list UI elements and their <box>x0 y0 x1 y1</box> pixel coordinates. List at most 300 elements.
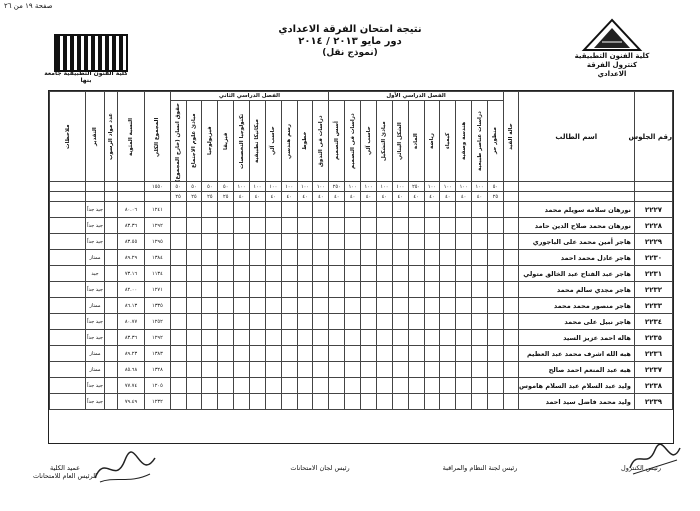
max-mark-cell: ١٠٠ <box>313 182 329 192</box>
subject-grade-cell <box>186 250 202 266</box>
subject-grade-cell <box>250 298 266 314</box>
subject-header: منظور حر <box>487 101 503 182</box>
subject-grade-cell <box>440 394 456 410</box>
subject-grade-cell <box>361 282 377 298</box>
subject-grade-cell <box>487 282 503 298</box>
table-row <box>50 362 673 378</box>
subject-grade-cell <box>265 346 281 362</box>
subject-grade-cell <box>376 266 392 282</box>
subject-grade-cell <box>408 250 424 266</box>
subject-grade-cell <box>440 298 456 314</box>
subject-grade-cell <box>250 234 266 250</box>
subject-grade-cell <box>408 314 424 330</box>
subject-grade-cell <box>361 266 377 282</box>
subject-grade-cell <box>170 394 186 410</box>
max-blank-name <box>518 182 634 192</box>
subject-grade-cell <box>170 282 186 298</box>
seat-number-cell: ٢٢٢٧ <box>634 202 672 218</box>
subject-header: مبادئ التشكيل <box>376 101 392 182</box>
subject-grade-cell <box>456 266 472 282</box>
subject-grade-cell <box>376 282 392 298</box>
status-cell <box>503 298 518 314</box>
subject-grade-cell <box>186 394 202 410</box>
max-blank-cell <box>86 182 105 192</box>
student-name-cell: هاجر عادل محمد احمد <box>518 250 634 266</box>
min-mark-cell: ٤٠ <box>361 192 377 202</box>
subject-grade-cell <box>234 298 250 314</box>
notes-cell <box>50 378 86 394</box>
total-cell: ١٢٩٢ <box>145 218 170 234</box>
max-mark-cell: ١٠٠ <box>424 182 440 192</box>
subject-grade-cell <box>202 394 218 410</box>
max-mark-cell: ١٠٠ <box>345 182 361 192</box>
subject-grade-cell <box>250 362 266 378</box>
subject-grade-cell <box>250 282 266 298</box>
subject-grade-cell <box>487 314 503 330</box>
max-marks-row <box>50 182 673 192</box>
subject-grade-cell <box>440 282 456 298</box>
failed-count-cell <box>105 314 118 330</box>
max-blank-seat <box>634 182 672 192</box>
subject-grade-cell <box>392 218 408 234</box>
subject-grade-cell <box>202 282 218 298</box>
subject-grade-cell <box>487 202 503 218</box>
status-cell <box>503 282 518 298</box>
subject-grade-cell <box>313 394 329 410</box>
student-name-cell: نورهان سلامه سويلم محمد <box>518 202 634 218</box>
subject-grade-cell <box>440 314 456 330</box>
subject-grade-cell <box>392 202 408 218</box>
student-name-cell: هاجر أمين محمد على الباجوري <box>518 234 634 250</box>
subject-grade-cell <box>376 234 392 250</box>
subject-grade-cell <box>281 218 297 234</box>
failed-count-cell <box>105 202 118 218</box>
subject-grade-cell <box>202 218 218 234</box>
failed-count-cell <box>105 378 118 394</box>
subject-grade-cell <box>170 346 186 362</box>
subject-grade-cell <box>376 394 392 410</box>
notes-cell <box>50 266 86 282</box>
subject-grade-cell <box>186 234 202 250</box>
subject-grade-cell <box>361 362 377 378</box>
subject-grade-cell <box>250 394 266 410</box>
subject-grade-cell <box>329 266 345 282</box>
subject-grade-cell <box>170 378 186 394</box>
subject-grade-cell <box>234 378 250 394</box>
percent-cell: ٨٠.٠٦ <box>117 202 144 218</box>
failed-count-cell <box>105 282 118 298</box>
subject-grade-cell <box>456 298 472 314</box>
table-row <box>50 314 673 330</box>
seat-number-cell: ٢٢٣٧ <box>634 362 672 378</box>
percent-header: النسبة المئوية <box>117 92 144 182</box>
subject-header: تكنولوجيا التخصصات <box>234 101 250 182</box>
subject-grade-cell <box>281 346 297 362</box>
subject-grade-cell <box>170 202 186 218</box>
subject-grade-cell <box>265 202 281 218</box>
subject-grade-cell <box>456 218 472 234</box>
subject-header: الشكل البنائي <box>392 101 408 182</box>
notes-cell <box>50 362 86 378</box>
subject-grade-cell <box>170 266 186 282</box>
percent-cell: ٨٦.١٣ <box>117 298 144 314</box>
percent-cell: ٨٣.٥٥ <box>117 234 144 250</box>
seat-number-cell: ٢٢٢٨ <box>634 218 672 234</box>
subject-grade-cell <box>376 346 392 362</box>
subject-grade-cell <box>487 394 503 410</box>
subject-grade-cell <box>440 250 456 266</box>
min-blank-status <box>503 192 518 202</box>
subject-grade-cell <box>170 250 186 266</box>
student-name-cell: هاجر عبد الفتاح عبد الخالق متولي <box>518 266 634 282</box>
max-mark-cell: ١٠٠ <box>376 182 392 192</box>
subject-grade-cell <box>297 282 313 298</box>
subject-grade-cell <box>186 330 202 346</box>
max-mark-cell: ١٠٠ <box>440 182 456 192</box>
percent-cell: ٧٩.٤٩ <box>117 394 144 410</box>
max-mark-cell: ١٠٠ <box>361 182 377 192</box>
max-mark-cell: ١٠٠ <box>281 182 297 192</box>
student-name-cell: هاجر مجدي سالم محمد <box>518 282 634 298</box>
signature-control-head: رئيس الكنترول <box>620 464 661 472</box>
subject-grade-cell <box>250 202 266 218</box>
min-mark-cell: ٤٠ <box>297 192 313 202</box>
subject-grade-cell <box>345 298 361 314</box>
subject-header: فيزيولوجيا <box>202 101 218 182</box>
subject-grade-cell <box>313 282 329 298</box>
subject-grade-cell <box>487 378 503 394</box>
subject-grade-cell <box>281 234 297 250</box>
status-cell <box>503 378 518 394</box>
total-cell: ١٣٨٤ <box>145 250 170 266</box>
subject-grade-cell <box>234 346 250 362</box>
subject-grade-cell <box>408 378 424 394</box>
subject-grade-cell <box>202 378 218 394</box>
subject-grade-cell <box>424 234 440 250</box>
failed-count-cell <box>105 346 118 362</box>
subject-grade-cell <box>392 298 408 314</box>
subject-grade-cell <box>408 202 424 218</box>
seat-number-header: رقم الجلوس <box>634 92 672 182</box>
signature-exam-committee: رئيس لجنة النظام والمراقبة <box>442 464 518 472</box>
subject-grade-cell <box>265 234 281 250</box>
total-cell: ١٢٩٢ <box>145 330 170 346</box>
subject-grade-cell <box>297 202 313 218</box>
subject-grade-cell <box>376 378 392 394</box>
subject-header: دراسات عناصر طبيعية <box>472 101 488 182</box>
min-mark-cell: ٢٥ <box>170 192 186 202</box>
subject-grade-cell <box>186 378 202 394</box>
subject-grade-cell <box>218 202 234 218</box>
percent-cell: ٨٩.٢٩ <box>117 250 144 266</box>
subject-grade-cell <box>345 346 361 362</box>
subject-grade-cell <box>281 282 297 298</box>
status-cell <box>503 234 518 250</box>
max-mark-cell: ٥٠ <box>202 182 218 192</box>
subject-grade-cell <box>361 250 377 266</box>
subject-grade-cell <box>424 298 440 314</box>
subject-grade-cell <box>329 202 345 218</box>
student-name-cell: هاله احمد عزيز السيد <box>518 330 634 346</box>
failed-count-cell <box>105 298 118 314</box>
subject-grade-cell <box>487 234 503 250</box>
subject-grade-cell <box>345 314 361 330</box>
subject-grade-cell <box>408 362 424 378</box>
subject-grade-cell <box>329 218 345 234</box>
subject-grade-cell <box>376 250 392 266</box>
subject-grade-cell <box>392 266 408 282</box>
subject-grade-cell <box>202 202 218 218</box>
subject-grade-cell <box>361 298 377 314</box>
subject-grade-cell <box>234 362 250 378</box>
subject-grade-cell <box>376 218 392 234</box>
subject-grade-cell <box>424 394 440 410</box>
total-cell: ١٢٤١ <box>145 202 170 218</box>
grade-cell: جيد جداً <box>86 218 105 234</box>
subject-grade-cell <box>186 218 202 234</box>
subject-grade-cell <box>472 234 488 250</box>
subject-grade-cell <box>281 298 297 314</box>
subject-grade-cell <box>361 314 377 330</box>
subject-grade-cell <box>265 250 281 266</box>
grade-cell: ممتاز <box>86 250 105 266</box>
min-mark-cell: ٤٠ <box>408 192 424 202</box>
faculty-logo-right <box>572 18 652 82</box>
notes-cell <box>50 346 86 362</box>
subject-grade-cell <box>170 218 186 234</box>
subject-grade-cell <box>361 218 377 234</box>
total-cell: ١٢٧١ <box>145 282 170 298</box>
subject-grade-cell <box>456 346 472 362</box>
percent-cell: ٨٢.٠٠ <box>117 282 144 298</box>
subject-grade-cell <box>281 250 297 266</box>
subject-grade-cell <box>472 330 488 346</box>
min-mark-cell <box>145 192 170 202</box>
seat-number-cell: ٢٢٣٩ <box>634 394 672 410</box>
subject-grade-cell <box>361 202 377 218</box>
subject-grade-cell <box>456 394 472 410</box>
subject-grade-cell <box>392 330 408 346</box>
status-cell <box>503 218 518 234</box>
subject-grade-cell <box>392 378 408 394</box>
subject-grade-cell <box>265 378 281 394</box>
min-blank-cell <box>105 192 118 202</box>
subject-grade-cell <box>392 234 408 250</box>
subject-grade-cell <box>329 362 345 378</box>
max-blank-cell <box>105 182 118 192</box>
subject-grade-cell <box>456 234 472 250</box>
min-mark-cell: ٤٠ <box>250 192 266 202</box>
subject-grade-cell <box>281 202 297 218</box>
subject-grade-cell <box>297 250 313 266</box>
subject-grade-cell <box>218 346 234 362</box>
subject-grade-cell <box>456 282 472 298</box>
subject-grade-cell <box>250 218 266 234</box>
subject-grade-cell <box>376 314 392 330</box>
notes-cell <box>50 218 86 234</box>
subject-grade-cell <box>313 218 329 234</box>
subject-grade-cell <box>234 282 250 298</box>
status-cell <box>503 266 518 282</box>
subject-grade-cell <box>313 250 329 266</box>
subject-grade-cell <box>345 394 361 410</box>
subject-grade-cell <box>265 330 281 346</box>
min-mark-cell: ٤٠ <box>234 192 250 202</box>
total-cell: ١٢٠٥ <box>145 378 170 394</box>
failed-count-header: عدد مواد الرسوب <box>105 92 118 182</box>
subject-grade-cell <box>408 346 424 362</box>
pyramid-emblem-icon <box>582 18 642 52</box>
subject-grade-cell <box>329 394 345 410</box>
status-cell <box>503 362 518 378</box>
subject-grade-cell <box>424 346 440 362</box>
subject-grade-cell <box>361 378 377 394</box>
max-mark-cell: ٢٥٠ <box>329 182 345 192</box>
subject-grade-cell <box>345 266 361 282</box>
status-cell <box>503 346 518 362</box>
min-mark-cell: ٤٠ <box>376 192 392 202</box>
subject-grade-cell <box>313 378 329 394</box>
subject-header: رسم هندسي <box>281 101 297 182</box>
subject-grade-cell <box>250 266 266 282</box>
subject-grade-cell <box>376 298 392 314</box>
max-mark-cell: ٥٠ <box>170 182 186 192</box>
subject-header: حاسب آلي <box>361 101 377 182</box>
subject-grade-cell <box>218 234 234 250</box>
subject-grade-cell <box>186 314 202 330</box>
subject-header: دراسات فى التصميم <box>345 101 361 182</box>
notes-cell <box>50 298 86 314</box>
subject-grade-cell <box>440 218 456 234</box>
failed-count-cell <box>105 266 118 282</box>
subject-grade-cell <box>424 378 440 394</box>
subject-grade-cell <box>218 282 234 298</box>
subject-grade-cell <box>218 378 234 394</box>
exam-session: دور مايو ٢٠١٣ / ٢٠١٤ <box>298 36 402 47</box>
subject-grade-cell <box>202 362 218 378</box>
percent-cell: ٨٣.٣٦ <box>117 218 144 234</box>
student-name-cell: هاجر منصور محمد محمد <box>518 298 634 314</box>
student-name-header: اسم الطالب <box>518 92 634 182</box>
subject-header: حقوق انسان (خارج المجموع) <box>170 101 186 182</box>
max-mark-cell: ١٠٠ <box>456 182 472 192</box>
subject-grade-cell <box>456 362 472 378</box>
subject-grade-cell <box>313 234 329 250</box>
subject-grade-cell <box>424 266 440 282</box>
status-cell <box>503 330 518 346</box>
seat-number-cell: ٢٢٣٠ <box>634 250 672 266</box>
subject-grade-cell <box>218 298 234 314</box>
subject-grade-cell <box>472 282 488 298</box>
subject-grade-cell <box>281 330 297 346</box>
notes-cell <box>50 394 86 410</box>
subject-grade-cell <box>297 218 313 234</box>
grade-cell: جيد جداً <box>86 394 105 410</box>
notes-cell <box>50 202 86 218</box>
subject-grade-cell <box>345 362 361 378</box>
subject-header: كيمياء <box>440 101 456 182</box>
min-mark-cell: ٢٥ <box>487 192 503 202</box>
percent-cell: ٨٩.٢٣ <box>117 346 144 362</box>
subject-grade-cell <box>424 202 440 218</box>
grade-cell: جيد جداً <box>86 378 105 394</box>
subject-grade-cell <box>265 266 281 282</box>
subject-grade-cell <box>361 394 377 410</box>
subject-grade-cell <box>329 250 345 266</box>
subject-grade-cell <box>202 250 218 266</box>
min-blank-name <box>518 192 634 202</box>
notes-header: ملاحظات <box>50 92 86 182</box>
grade-cell: ممتاز <box>86 346 105 362</box>
subject-grade-cell <box>408 282 424 298</box>
max-mark-cell: ٥٠ <box>186 182 202 192</box>
subject-grade-cell <box>456 330 472 346</box>
subject-grade-cell <box>456 314 472 330</box>
subject-grade-cell <box>361 330 377 346</box>
seat-number-cell: ٢٢٣١ <box>634 266 672 282</box>
subject-header: المادة <box>408 101 424 182</box>
subject-grade-cell <box>440 362 456 378</box>
subject-grade-cell <box>170 314 186 330</box>
subject-grade-cell <box>424 362 440 378</box>
status-cell <box>503 314 518 330</box>
grade-cell: جيد جداً <box>86 330 105 346</box>
percent-cell: ٨٠.٧٧ <box>117 314 144 330</box>
max-blank-cell <box>117 182 144 192</box>
subject-grade-cell <box>329 378 345 394</box>
failed-count-cell <box>105 250 118 266</box>
subject-grade-cell <box>297 330 313 346</box>
grade-cell: جيد <box>86 266 105 282</box>
document-header <box>250 24 450 58</box>
subject-grade-cell <box>313 330 329 346</box>
student-name-cell: هاجر نبيل على محمد <box>518 314 634 330</box>
subject-grade-cell <box>297 314 313 330</box>
min-mark-cell: ٤٠ <box>345 192 361 202</box>
subject-grade-cell <box>202 330 218 346</box>
total-header: المجموع الكلي <box>145 92 170 182</box>
subject-grade-cell <box>218 314 234 330</box>
subject-grade-cell <box>202 346 218 362</box>
subject-grade-cell <box>440 330 456 346</box>
subject-header: رياضة <box>424 101 440 182</box>
max-mark-cell: ٥٠ <box>487 182 503 192</box>
term1-group-header: الفصل الدراسي الأول <box>329 92 504 101</box>
subject-header: مبادئ علوم الاجتماع <box>186 101 202 182</box>
status-cell <box>503 394 518 410</box>
subject-grade-cell <box>329 330 345 346</box>
min-blank-cell <box>86 192 105 202</box>
control-signature-mark-icon <box>625 440 685 480</box>
subject-grade-cell <box>281 314 297 330</box>
subject-grade-cell <box>250 378 266 394</box>
max-mark-cell: ١٠٠ <box>265 182 281 192</box>
min-mark-cell: ٤٠ <box>392 192 408 202</box>
subject-grade-cell <box>408 266 424 282</box>
subject-grade-cell <box>487 250 503 266</box>
subject-grade-cell <box>424 314 440 330</box>
subject-grade-cell <box>186 282 202 298</box>
min-blank-cell <box>50 192 86 202</box>
max-mark-cell: ١٠٠ <box>250 182 266 192</box>
subject-grade-cell <box>392 362 408 378</box>
subject-grade-cell <box>281 378 297 394</box>
subject-grade-cell <box>234 202 250 218</box>
signature-exam-chief: رئيس لجان الامتحانات <box>290 464 350 472</box>
subject-grade-cell <box>424 282 440 298</box>
subject-grade-cell <box>265 282 281 298</box>
failed-count-cell <box>105 362 118 378</box>
